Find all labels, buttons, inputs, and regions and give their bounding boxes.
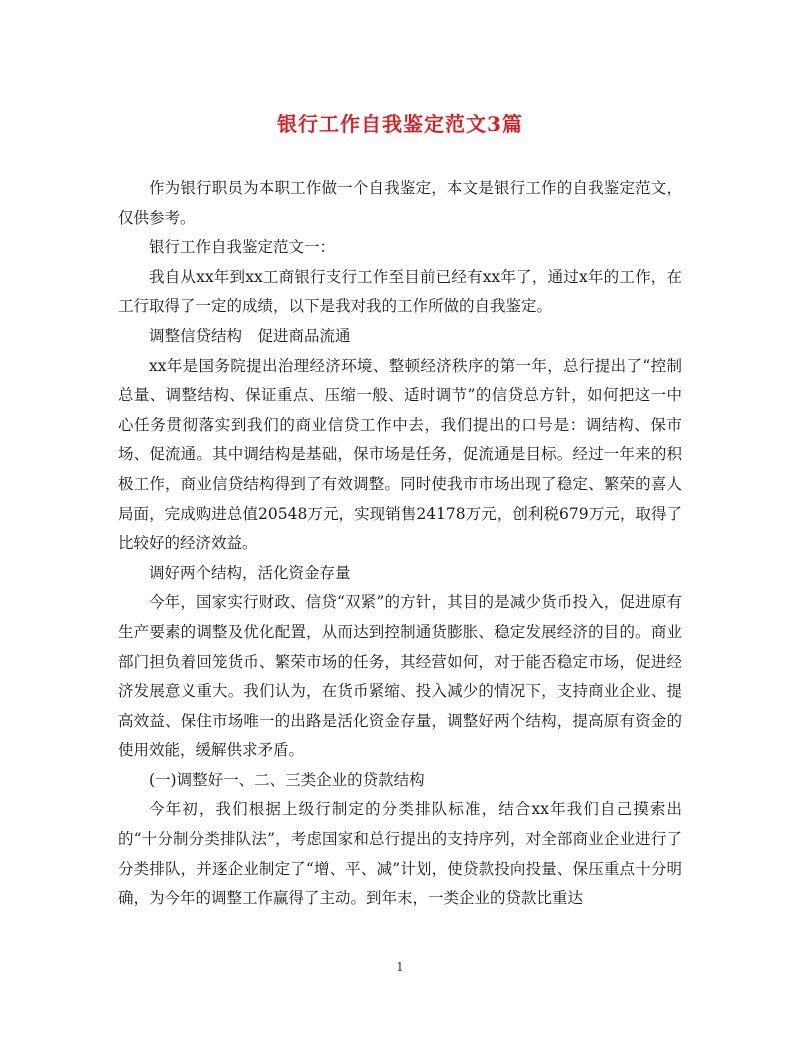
paragraph-heading-loan-structure: (一)调整好一、二、三类企业的贷款结构 <box>149 770 425 789</box>
paragraph-double-tight-policy: 今年，国家实行财政、信贷“双紧”的方针，其目的是减少货币投入，促进原有生产要素的调整及优化配置，从而达到控制通货膨胀、稳定发展经济的目的。商业部门担负着回笼货币、繁荣市场的任务，其经营如何，对于能否稳定市场，促进经济发展意义重大。我们认为，在货币紧缩、投入减少的情况下，支持商业企业、提高效益、保住市场唯一的出路是活化资金存量，调整好两个结构，提高原有资金的使用效能，缓解供求矛盾。 <box>118 593 682 760</box>
paragraph-heading-sample-one: 银行工作自我鉴定范文一： <box>149 238 336 257</box>
paragraph-heading-two-structures: 调好两个结构，活化资金存量 <box>149 563 351 582</box>
page-number: 1 <box>396 960 404 974</box>
paragraph-work-history: 我自从xx年到xx工商银行支行工作至目前已经有xx年了，通过x年的工作，在工行取得了一定的成绩，以下是我对我的工作所做的自我鉴定。 <box>118 267 682 316</box>
document-body <box>118 174 682 914</box>
paragraph-heading-credit-structure: 调整信贷结构 促进商品流通 <box>149 326 351 345</box>
paragraph-intro: 作为银行职员为本职工作做一个自我鉴定，本文是银行工作的自我鉴定范文，仅供参考。 <box>118 179 682 227</box>
document-title: 银行工作自我鉴定范文3篇 <box>277 112 523 136</box>
paragraph-classification: 今年初，我们根据上级行制定的分类排队标准，结合xx年我们自己摸索出的“十分制分类排队法”，考虑国家和总行提出的支持序列，对全部商业企业进行了分类排队，并逐企业制定了“增、平、减”计划，使贷款投向投量、保压重点十分明确，为今年的调整工作赢得了主动。到年末，一类企业的贷款比重达 <box>118 800 682 908</box>
paragraph-credit-policy: xx年是国务院提出治理经济环境、整顿经济秩序的第一年，总行提出了“控制总量、调整结构、保证重点、压缩一般、适时调节”的信贷总方针，如何把这一中心任务贯彻落实到我们的商业信贷工作中去，我们提出的口号是：调结构、保市场、促流通。其中调结构是基础，保市场是任务，促流通是目标。经过一年来的积极工作，商业信贷结构得到了有效调整。同时使我市市场出现了稳定、繁荣的喜人局面，完成购进总值20548万元，实现销售24178万元，创利税679万元，取得了比较好的经济效益。 <box>118 356 682 553</box>
